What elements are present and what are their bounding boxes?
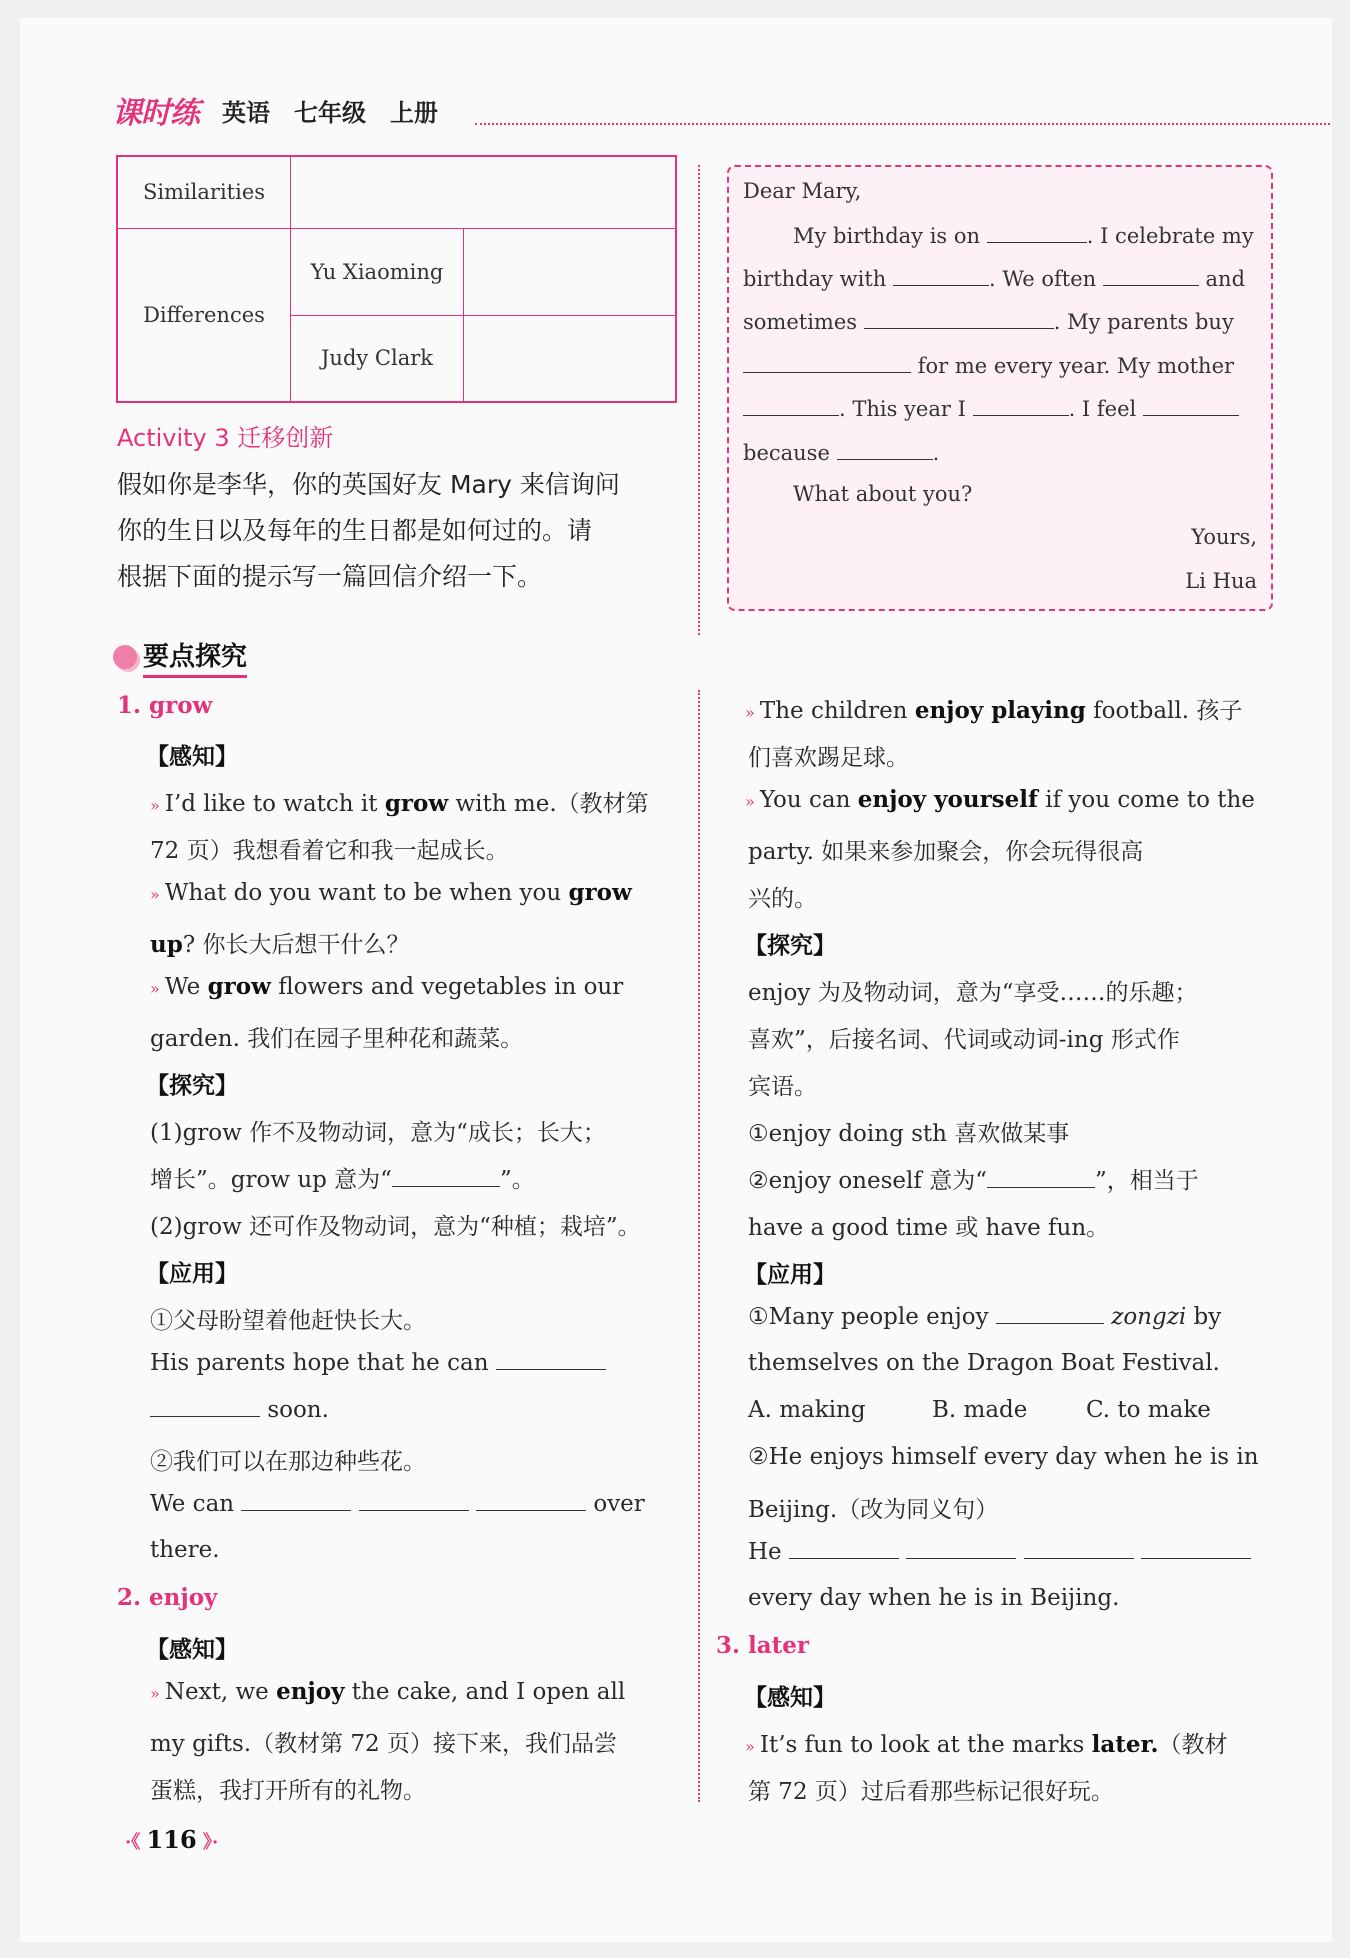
text: We bbox=[164, 974, 201, 1000]
column-divider bbox=[698, 690, 700, 1802]
entry-heading-grow: 1. grow bbox=[117, 692, 213, 719]
similarities-label: Similarities bbox=[117, 156, 291, 228]
explanation: ①enjoy doing sth 喜欢做某事 bbox=[748, 1121, 1070, 1147]
text: （教材 bbox=[1158, 1732, 1228, 1758]
keyword: enjoy playing bbox=[914, 697, 1086, 724]
exercise-prompt: ①父母盼望着他赶快长大。 bbox=[150, 1308, 426, 1334]
page-number: 116 bbox=[146, 1825, 197, 1854]
example-sentence: 第 72 页）过后看那些标记很好玩。 bbox=[748, 1779, 1114, 1805]
text: We can bbox=[150, 1491, 235, 1517]
entry-heading-enjoy: 2. enjoy bbox=[117, 1584, 218, 1611]
letter-line-6 bbox=[743, 439, 939, 465]
answer-blank[interactable] bbox=[1024, 1538, 1134, 1559]
exercise-line: there. bbox=[150, 1537, 220, 1563]
text: ? 你长大后想干什么？ bbox=[182, 932, 410, 958]
explore-tag: 【探究】 bbox=[744, 933, 836, 959]
letter-box bbox=[727, 165, 1273, 611]
letter-text: . I celebrate my bbox=[1086, 224, 1254, 248]
arrow-icon: » bbox=[745, 1737, 760, 1756]
text: It’s fun to look at the marks bbox=[759, 1732, 1085, 1758]
letter-text: because bbox=[743, 441, 830, 465]
explanation bbox=[150, 1161, 535, 1194]
answer-blank[interactable] bbox=[392, 1166, 500, 1187]
letter-text: . bbox=[932, 441, 940, 465]
text: You can bbox=[759, 787, 851, 813]
text: flowers and vegetables in our bbox=[278, 974, 624, 1000]
text: zongzi bbox=[1111, 1304, 1187, 1330]
option-c[interactable]: C. to make bbox=[1086, 1397, 1211, 1423]
text: over bbox=[593, 1491, 645, 1517]
answer-blank[interactable] bbox=[987, 1167, 1095, 1188]
letter-line-2 bbox=[743, 265, 1245, 291]
text: What do you want to be when you bbox=[164, 880, 562, 906]
text: with me.（教材第 bbox=[455, 791, 649, 817]
answer-blank[interactable] bbox=[1103, 265, 1199, 286]
letter-text: . This year I bbox=[839, 397, 966, 421]
answer-blank[interactable] bbox=[987, 222, 1087, 243]
text: ②enjoy oneself 意为“ bbox=[748, 1168, 987, 1194]
header-divider bbox=[475, 123, 1330, 125]
arrow-icon: » bbox=[745, 703, 760, 722]
similarities-cell bbox=[291, 156, 677, 228]
text: ”，相当于 bbox=[1094, 1168, 1199, 1194]
activity-line: 根据下面的提示写一篇回信介绍一下。 bbox=[117, 562, 543, 591]
person2-label: Judy Clark bbox=[291, 315, 464, 402]
book-title: 英语 七年级 上册 bbox=[222, 99, 438, 127]
answer-blank[interactable] bbox=[1141, 1538, 1251, 1559]
answer-blank[interactable] bbox=[743, 352, 911, 373]
exercise-line bbox=[150, 1349, 606, 1376]
chevron-right-icon: 》· bbox=[196, 1832, 219, 1853]
option-b[interactable]: B. made bbox=[932, 1397, 1028, 1423]
exercise-prompt: ②我们可以在那边种些花。 bbox=[150, 1449, 426, 1475]
letter-closing: Yours, bbox=[1191, 525, 1257, 549]
exercise-line bbox=[150, 1490, 645, 1517]
arrow-icon: » bbox=[745, 792, 760, 811]
example-sentence: 72 页）我想看着它和我一起成长。 bbox=[150, 838, 509, 864]
answer-blank[interactable] bbox=[1143, 395, 1239, 416]
letter-text: My birthday is on bbox=[793, 224, 981, 248]
keyword: enjoy yourself bbox=[857, 786, 1038, 813]
section-heading bbox=[113, 636, 247, 678]
activity-title: Activity 3 迁移创新 bbox=[117, 424, 334, 452]
exercise-line bbox=[748, 1303, 1221, 1330]
text: 增长”。grow up 意为“ bbox=[150, 1167, 392, 1193]
example-sentence: 蛋糕，我打开所有的礼物。 bbox=[150, 1778, 426, 1804]
arrow-icon: » bbox=[150, 885, 165, 904]
option-a[interactable]: A. making bbox=[748, 1397, 866, 1423]
example-sentence: garden. 我们在园子里种花和蔬菜。 bbox=[150, 1026, 524, 1052]
example-sentence bbox=[745, 1726, 1228, 1759]
person1-cell bbox=[464, 228, 677, 315]
explanation: enjoy 为及物动词，意为“享受……的乐趣； bbox=[748, 980, 1198, 1006]
perception-tag: 【感知】 bbox=[744, 1685, 836, 1711]
example-sentence bbox=[150, 1678, 625, 1705]
answer-blank[interactable] bbox=[864, 308, 1054, 329]
explanation: 喜欢”，后接名词、代词或动词-ing 形式作 bbox=[748, 1027, 1180, 1053]
exercise-line: every day when he is in Beijing. bbox=[748, 1585, 1120, 1611]
letter-text: . I feel bbox=[1068, 397, 1137, 421]
activity-line: 你的生日以及每年的生日都是如何过的。请 bbox=[117, 516, 593, 545]
answer-blank[interactable] bbox=[789, 1538, 899, 1559]
example-sentence bbox=[745, 786, 1255, 813]
text: Next, we bbox=[164, 1679, 269, 1705]
explanation bbox=[748, 1162, 1199, 1195]
answer-blank[interactable] bbox=[996, 1303, 1104, 1324]
keyword: grow bbox=[207, 973, 271, 1000]
letter-line-1 bbox=[793, 222, 1254, 248]
letter-line-5 bbox=[743, 395, 1239, 421]
answer-blank[interactable] bbox=[973, 395, 1069, 416]
text: soon. bbox=[267, 1397, 329, 1423]
person1-label: Yu Xiaoming bbox=[291, 228, 464, 315]
exercise-line: ②He enjoys himself every day when he is in bbox=[748, 1444, 1259, 1470]
explanation: (1)grow 作不及物动词，意为“成长；长大； bbox=[150, 1120, 606, 1146]
letter-line-3 bbox=[743, 308, 1234, 334]
example-sentence bbox=[150, 785, 649, 818]
answer-blank[interactable] bbox=[150, 1396, 260, 1417]
example-sentence bbox=[150, 879, 632, 906]
answer-blank[interactable] bbox=[359, 1490, 469, 1511]
text: ”。 bbox=[499, 1167, 535, 1193]
text: by bbox=[1193, 1304, 1222, 1330]
answer-blank[interactable] bbox=[241, 1490, 351, 1511]
arrow-icon: » bbox=[150, 979, 165, 998]
example-sentence: 们喜欢踢足球。 bbox=[748, 745, 909, 771]
arrow-icon: » bbox=[150, 1684, 165, 1703]
chevron-left-icon: ·《 bbox=[125, 1832, 147, 1853]
explanation: (2)grow 还可作及物动词，意为“种植；栽培”。 bbox=[150, 1214, 641, 1240]
example-sentence bbox=[150, 973, 623, 1000]
text: His parents hope that he can bbox=[150, 1350, 489, 1376]
text: The children bbox=[759, 698, 908, 724]
letter-text: for me every year. My mother bbox=[917, 354, 1235, 378]
letter-greeting: Dear Mary, bbox=[743, 179, 862, 203]
apply-tag: 【应用】 bbox=[146, 1261, 238, 1287]
keyword: later. bbox=[1091, 1731, 1159, 1758]
perception-tag: 【感知】 bbox=[146, 744, 238, 770]
bullet-icon bbox=[113, 645, 137, 669]
exercise-line: themselves on the Dragon Boat Festival. bbox=[748, 1350, 1220, 1376]
entry-heading-later: 3. later bbox=[716, 1632, 810, 1659]
series-logo: 课时练 bbox=[112, 96, 199, 131]
text: He bbox=[748, 1539, 782, 1565]
keyword: grow bbox=[384, 790, 449, 817]
section-title: 要点探究 bbox=[143, 636, 247, 678]
keyword: up bbox=[150, 931, 183, 958]
example-sentence: my gifts.（教材第 72 页）接下来，我们品尝 bbox=[150, 1731, 617, 1757]
exercise-line bbox=[150, 1396, 329, 1423]
arrow-icon: » bbox=[150, 796, 165, 815]
letter-line-4 bbox=[743, 352, 1234, 378]
letter-text: sometimes bbox=[743, 310, 858, 334]
exercise-line: Beijing.（改为同义句） bbox=[748, 1497, 999, 1523]
answer-blank[interactable] bbox=[906, 1538, 1016, 1559]
letter-text: and bbox=[1205, 267, 1246, 291]
answer-blank[interactable] bbox=[893, 265, 989, 286]
answer-blank[interactable] bbox=[837, 439, 933, 460]
example-sentence bbox=[745, 692, 1242, 725]
text: I’d like to watch it bbox=[164, 791, 378, 817]
text: the cake, and I open all bbox=[351, 1679, 626, 1705]
explore-tag: 【探究】 bbox=[146, 1073, 238, 1099]
comparison-table bbox=[116, 155, 677, 403]
answer-blank[interactable] bbox=[496, 1349, 606, 1370]
letter-text: birthday with bbox=[743, 267, 887, 291]
activity-line: 假如你是李华，你的英国好友 Mary 来信询问 bbox=[117, 470, 620, 499]
explanation: 宾语。 bbox=[748, 1074, 817, 1100]
apply-tag: 【应用】 bbox=[744, 1262, 836, 1288]
text: if you come to the bbox=[1045, 787, 1255, 813]
text: ①Many people enjoy bbox=[748, 1304, 989, 1330]
answer-blank[interactable] bbox=[743, 395, 839, 416]
answer-blank[interactable] bbox=[476, 1490, 586, 1511]
differences-label: Differences bbox=[117, 228, 291, 402]
example-sentence bbox=[150, 926, 409, 959]
keyword: enjoy bbox=[276, 1678, 345, 1705]
letter-line-7: What about you? bbox=[793, 482, 973, 506]
keyword: grow bbox=[568, 879, 632, 906]
example-sentence: 兴的。 bbox=[748, 886, 817, 912]
example-sentence: party. 如果来参加聚会，你会玩得很高 bbox=[748, 839, 1144, 865]
letter-text: . We often bbox=[989, 267, 1097, 291]
text: football. 孩子 bbox=[1093, 698, 1243, 724]
activity-instructions bbox=[117, 462, 682, 600]
letter-text: . My parents buy bbox=[1053, 310, 1234, 334]
person2-cell bbox=[464, 315, 677, 402]
letter-signature: Li Hua bbox=[1185, 569, 1257, 593]
column-divider-top bbox=[698, 165, 700, 635]
explanation: have a good time 或 have fun。 bbox=[748, 1215, 1110, 1241]
exercise-line bbox=[748, 1538, 1251, 1565]
page-number-box bbox=[125, 1825, 218, 1854]
perception-tag: 【感知】 bbox=[146, 1637, 238, 1663]
